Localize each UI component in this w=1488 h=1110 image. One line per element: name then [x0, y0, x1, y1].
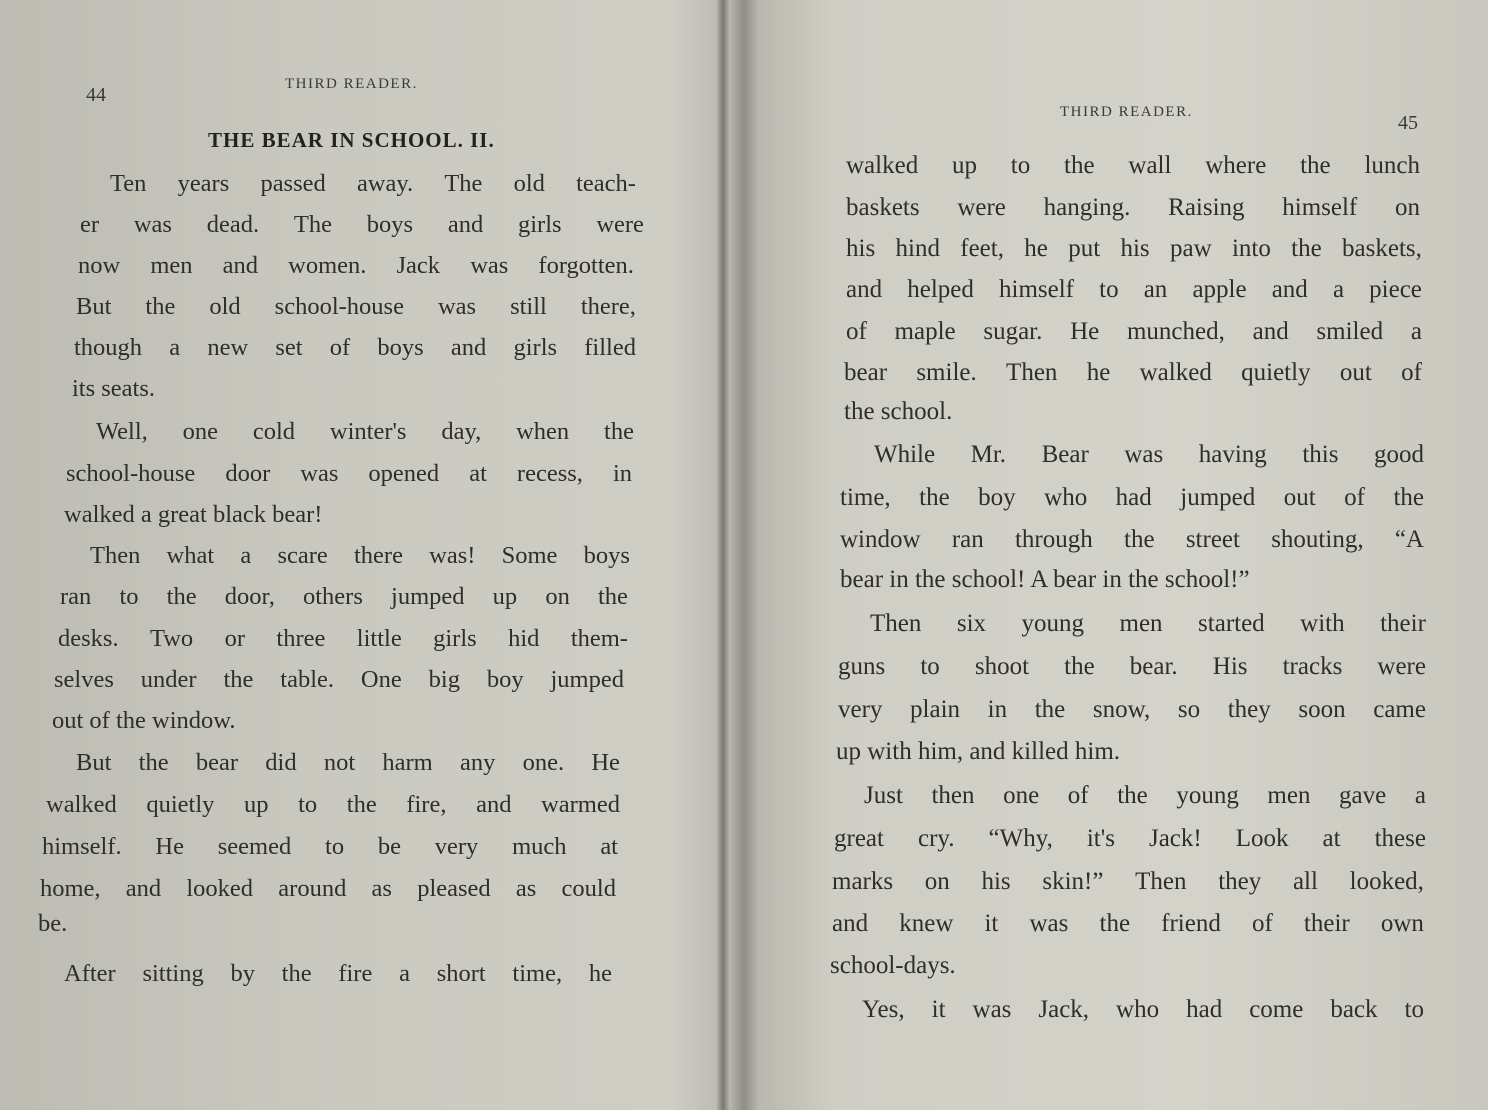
text-line: selves under the table. One big boy jumped: [54, 666, 624, 693]
text-line: Just then one of the young men gave a: [864, 782, 1426, 809]
text-line: school-days.: [830, 952, 956, 979]
text-line: and knew it was the friend of their own: [832, 910, 1424, 937]
text-line: But the old school-house was still there,: [76, 293, 636, 320]
text-line: guns to shoot the bear. His tracks were: [838, 653, 1426, 680]
text-line: up with him, and killed him.: [836, 738, 1121, 765]
text-line: Ten years passed away. The old teach-: [110, 170, 636, 197]
text-line: very plain in the snow, so they soon came: [838, 696, 1426, 723]
text-line: himself. He seemed to be very much at: [42, 833, 618, 860]
chapter-title: THE BEAR IN SCHOOL. II.: [208, 128, 495, 152]
running-head: THIRD READER.: [1060, 104, 1193, 120]
text-line: But the bear did not harm any one. He: [76, 749, 620, 776]
text-line: ran to the door, others jumped up on the: [60, 583, 628, 610]
text-line: er was dead. The boys and girls were: [80, 211, 644, 238]
text-line: Well, one cold winter's day, when the: [96, 418, 634, 445]
text-line: school-house door was opened at recess, in: [66, 460, 632, 487]
page-number: 44: [86, 84, 106, 106]
text-line: Yes, it was Jack, who had come back to: [862, 996, 1424, 1023]
text-line: though a new set of boys and girls filled: [74, 334, 636, 361]
text-line: of maple sugar. He munched, and smiled a: [846, 318, 1422, 345]
text-line: bear smile. Then he walked quietly out of: [844, 359, 1422, 386]
text-line: baskets were hanging. Raising himself on: [846, 194, 1420, 221]
text-line: be.: [38, 910, 68, 937]
text-line: Then what a scare there was! Some boys: [90, 542, 630, 569]
text-line: walked quietly up to the fire, and warmed: [46, 791, 620, 818]
text-line: time, the boy who had jumped out of the: [840, 484, 1424, 511]
left-page: [0, 0, 716, 1110]
right-page: [730, 0, 1488, 1110]
text-line: great cry. “Why, it's Jack! Look at these: [834, 825, 1426, 852]
text-line: home, and looked around as pleased as could: [40, 875, 616, 902]
text-line: window ran through the street shouting, “A: [840, 526, 1424, 553]
text-line: and helped himself to an apple and a piece: [846, 276, 1422, 303]
running-head: THIRD READER.: [285, 76, 418, 92]
text-line: his hind feet, he put his paw into the baskets,: [846, 235, 1422, 262]
text-line: While Mr. Bear was having this good: [874, 441, 1424, 468]
text-line: After sitting by the fire a short time, he: [64, 960, 612, 987]
text-line: bear in the school! A bear in the school!”: [840, 566, 1250, 593]
text-line: out of the window.: [52, 707, 236, 734]
text-line: its seats.: [72, 375, 156, 402]
text-line: walked up to the wall where the lunch: [846, 152, 1420, 179]
text-line: desks. Two or three little girls hid them-: [58, 625, 628, 652]
text-line: marks on his skin!” Then they all looked,: [832, 868, 1424, 895]
text-line: now men and women. Jack was forgotten.: [78, 252, 634, 279]
text-line: walked a great black bear!: [64, 501, 323, 528]
page-number: 45: [1398, 112, 1418, 134]
text-line: the school.: [844, 398, 953, 425]
book-gutter: [716, 0, 730, 1110]
text-line: Then six young men started with their: [870, 610, 1426, 637]
